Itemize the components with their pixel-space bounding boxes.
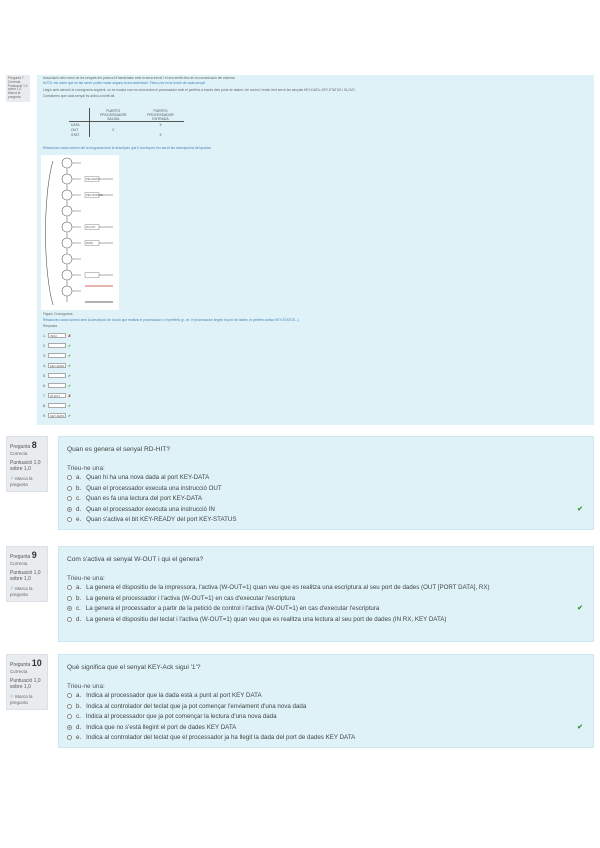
flag-question-label: Marca la pregunta	[10, 694, 33, 705]
incorrect-cross-icon: ✘	[68, 333, 72, 338]
correct-check-icon: ✔	[68, 353, 72, 358]
signal-box	[85, 273, 99, 278]
option-text: Indica al processador que la dada està a punt al port KEY DATA	[86, 692, 262, 699]
answer-option[interactable]	[67, 724, 236, 731]
option-text: La genera el processador a partir de la petició de control i l'activa (W-OUT=1) en cas d'executar l'escriptura	[85, 605, 380, 612]
option-text: Quan hi ha una nova dada al port KEY-DATA	[86, 474, 210, 481]
option-text: La genera el dispositiu del teclat i l'activa (W-OUT=1) quan veu que es realitza una lectura al seu port de dades (IN RX, KEY DATA)	[86, 615, 447, 623]
option-text: La genera el processador i l'activa (W-OUT=1) en cas d'executar l'escriptura	[86, 594, 296, 602]
q7-diagram-caption: Relacioneu cada número del cronograma amb la descripció que li correspon; feu servir les descripcions del quadre.	[43, 146, 212, 150]
flag-question-label: Marca la pregunta	[10, 476, 33, 487]
q7-answer-row	[43, 413, 71, 418]
question-8	[6, 436, 594, 530]
q7-answer-number: 6.	[43, 383, 46, 388]
radio-button[interactable]	[67, 507, 72, 512]
q7-answer-number: 1.	[43, 333, 46, 338]
option-letter: d.	[76, 615, 82, 623]
correct-check-icon: ✔	[68, 373, 72, 378]
step-node	[62, 222, 72, 232]
flag-icon: ⚐	[10, 694, 16, 699]
question-content	[58, 654, 594, 748]
question-info-panel	[6, 654, 48, 710]
q7-answer-row	[43, 393, 71, 398]
option-text: Indica al controlador del teclat que el processador ja ha llegit la dada del port de dades KEY DATA	[86, 734, 356, 741]
table-cell: X	[112, 127, 115, 132]
option-letter: b.	[76, 702, 82, 710]
q7-answer-row	[43, 333, 71, 338]
step-node	[62, 174, 72, 184]
option-letter: e.	[76, 516, 82, 523]
answer-option[interactable]	[67, 734, 355, 741]
q7-info-line: Correcta	[8, 79, 21, 84]
question-number-value: 8	[31, 440, 37, 450]
table-cell: X	[159, 122, 162, 127]
q7-answer-number: 2.	[43, 343, 46, 348]
option-text: Quan s'activa el bit KEY-READY del port KEY-STATUS	[86, 516, 237, 523]
q7-answer-select[interactable]: INICI	[48, 333, 66, 338]
q7-info-line: sobre 1,0	[8, 87, 22, 92]
option-letter: c.	[76, 605, 81, 612]
q7-text-line: Considereu que cada senyal és activa a nivell alt.	[43, 94, 116, 98]
question-text: Quan es genera el senyal RD-HIT?	[67, 446, 170, 453]
q7-answer-number: 4.	[43, 363, 46, 368]
step-node	[62, 270, 72, 280]
option-text: Indica al processador que ja pot començar la lectura d'una nova dada	[85, 713, 277, 720]
option-letter: b.	[76, 594, 82, 602]
q7-answer-row	[43, 383, 71, 388]
correct-check-icon: ✔	[577, 505, 583, 513]
radio-button[interactable]	[67, 725, 72, 730]
q7-answer-select[interactable]	[48, 353, 66, 358]
q7-text-line: Llegiu amb atenció el cronograma següent, on es mostra com es sincronitza el processador amb el perifèric a través dels ports de dades i de control i estat, fent servir les senyals KEY-DATA, KEY-STATUS i W-OUT.	[43, 88, 356, 92]
q7-answer-number: 8.	[43, 403, 46, 408]
q7-answer-number: 5.	[43, 373, 46, 378]
radio-button[interactable]	[67, 606, 72, 611]
table-header-cell: PUERTO PROCESSADOR ENTRADA	[137, 108, 184, 122]
answer-prompt: Trieu-ne una:	[67, 575, 105, 582]
option-letter: b.	[76, 484, 82, 492]
flag-question-link[interactable]	[10, 694, 44, 705]
correct-check-icon: ✔	[68, 403, 72, 408]
radio-button[interactable]	[67, 585, 72, 590]
q7-text-line: Associació dels noms de les senyals del protocol d'handshake amb la seva funció i el seu sentit dins de la comunicació del sistema.	[43, 76, 236, 80]
answer-option[interactable]	[67, 703, 306, 710]
radio-button[interactable]	[67, 714, 72, 719]
q7-info-line: Pregunta 7	[8, 76, 24, 80]
signal-label: KEY-DATA	[86, 177, 100, 181]
option-text: Quan el processador executa una instrucció OUT	[86, 484, 222, 492]
table-header-row	[69, 108, 184, 122]
option-text: Indica que no s'està llegint el port de dades KEY DATA	[86, 723, 237, 731]
option-letter: a.	[76, 584, 82, 591]
question-number: Pregunta 9	[10, 550, 37, 560]
q7-answer-number: 7.	[43, 393, 46, 398]
question-grade: Puntuació 1,0 sobre 1,0	[10, 460, 41, 472]
option-text: Quan es fa una lectura del port KEY-DATA	[85, 495, 202, 502]
radio-button[interactable]	[67, 496, 72, 501]
table-header-cell: PUERTO PROCESSADOR SALIDA	[89, 108, 137, 122]
answer-option[interactable]	[67, 595, 295, 602]
radio-button[interactable]	[67, 486, 72, 491]
q7-answer-row	[43, 353, 71, 358]
q7-text-line: NOTA: els noms que es fan servir poden variar segons la documentació. Fixeu-vos en la funció de cada senyal.	[43, 81, 206, 85]
radio-button[interactable]	[67, 596, 72, 601]
question-grade: Puntuació 1,0 sobre 1,0	[10, 570, 41, 582]
flag-question-link[interactable]	[10, 476, 44, 487]
option-text: Indica al controlador del teclat que ja pot començar l'enviament d'una nova dada	[86, 702, 307, 710]
option-letter: a.	[76, 692, 82, 699]
option-letter: d.	[76, 505, 82, 513]
loop-arc	[46, 161, 54, 305]
radio-button[interactable]	[67, 475, 72, 480]
q7-answer-select[interactable]	[48, 343, 66, 348]
signal-label: W-OUT	[86, 225, 96, 229]
q7-answer-select[interactable]: KEY-DATA	[50, 364, 65, 368]
correct-check-icon: ✔	[68, 413, 72, 418]
q7-info-line: Puntuació 1,0	[8, 83, 28, 88]
answer-prompt: Trieu-ne una:	[67, 683, 105, 690]
q7-answer-row	[43, 373, 71, 378]
step-node	[62, 238, 72, 248]
step-node	[62, 286, 72, 296]
answer-option[interactable]	[67, 485, 222, 492]
timing-diagram	[41, 155, 119, 310]
radio-button[interactable]	[67, 735, 72, 740]
answer-option[interactable]	[67, 495, 202, 502]
question-number: Pregunta 10	[10, 658, 42, 668]
flag-question-link[interactable]	[10, 586, 44, 597]
q7-legend-title: Figura: Cronograma	[43, 312, 73, 316]
answer-option[interactable]	[67, 506, 215, 513]
step-node	[62, 158, 72, 168]
option-text: La genera el dispositiu de la impressora, l'activa (W-OUT=1) quan veu que es realitza una escriptura al seu port de dades (OUT [PORT DATA], RX)	[86, 584, 490, 591]
correct-check-icon: ✔	[577, 605, 583, 612]
radio-button[interactable]	[67, 693, 72, 698]
question-10	[6, 654, 594, 748]
answer-option[interactable]	[67, 605, 379, 612]
question-number-value: 10	[31, 658, 42, 668]
step-node	[62, 190, 72, 200]
incorrect-cross-icon: ✘	[68, 393, 72, 398]
signal-label: KEY-STATUS	[86, 193, 103, 197]
q7-answer-row	[43, 363, 71, 368]
correct-check-icon: ✔	[577, 723, 583, 731]
answer-option[interactable]	[67, 616, 446, 623]
question-9	[6, 546, 594, 642]
table-cell: OUT	[69, 127, 89, 132]
question-info-panel	[6, 546, 48, 602]
q7-info-line[interactable]: pregunta	[8, 94, 21, 99]
table-cell: X	[159, 132, 162, 137]
question-text: Com s'activa el senyal W-OUT i qui el genera?	[67, 556, 204, 563]
radio-button[interactable]	[67, 517, 72, 522]
radio-button[interactable]	[67, 704, 72, 709]
q7-info-panel	[6, 75, 30, 102]
table-cell: STAT	[69, 132, 89, 137]
table-header-cell	[69, 108, 89, 122]
option-letter: c.	[76, 495, 81, 502]
step-node	[62, 254, 72, 264]
question-content	[58, 436, 594, 530]
table-cell: DATA	[69, 122, 89, 128]
question-state: Correcta	[10, 669, 28, 674]
option-text: Quan el processador executa una instrucció IN	[86, 505, 215, 513]
step-node	[62, 206, 72, 216]
q7-answer-number: 3.	[43, 353, 46, 358]
question-grade: Puntuació 1,0 sobre 1,0	[10, 678, 41, 690]
option-letter: a.	[76, 474, 82, 481]
timing-diagram-svg	[41, 155, 119, 310]
q7-legend-line: Relacioneu cada número amb la descripció de l'acció que realitza el processador o el perifèric (p. ex. el processador llegeix el port de dades, el perifèric activa KEY-STATUS...).	[43, 318, 300, 322]
q7-answer-select[interactable]	[48, 383, 66, 388]
q7-answer-row	[43, 343, 71, 348]
question-info-panel	[6, 436, 48, 492]
question-state: Correcta	[10, 451, 28, 456]
answer-prompt: Trieu-ne una:	[67, 465, 105, 472]
table-cell	[89, 132, 137, 137]
correct-check-icon: ✔	[68, 363, 72, 368]
answer-option[interactable]	[67, 713, 277, 720]
q7-answer-select[interactable]	[48, 403, 66, 408]
q7-answer-select[interactable]: KEY-DATA	[50, 414, 65, 418]
correct-check-icon: ✔	[68, 343, 72, 348]
question-state: Correcta	[10, 561, 28, 566]
answer-option[interactable]	[67, 584, 490, 591]
question-text: Què significa que el senyal KEY-Ack sigui '1'?	[67, 664, 201, 671]
q7-info-line[interactable]: Marca la	[8, 91, 21, 96]
answer-option[interactable]	[67, 474, 209, 481]
answer-option[interactable]	[67, 692, 262, 699]
flag-icon: ⚐	[10, 476, 16, 481]
correct-check-icon: ✔	[68, 383, 72, 388]
q7-port-table	[69, 108, 184, 137]
table-row	[69, 132, 184, 137]
option-letter: c.	[76, 713, 81, 720]
q7-answer-row	[43, 403, 71, 408]
q7-legend-line: Resposta	[43, 324, 57, 328]
question-content	[58, 546, 594, 642]
question-number-value: 9	[31, 550, 37, 560]
question-number: Pregunta 8	[10, 440, 37, 450]
q7-answer-number: 9.	[43, 413, 46, 418]
option-letter: e.	[76, 734, 82, 741]
q7-content	[37, 75, 594, 425]
q7-answer-select[interactable]: W-OUT	[48, 393, 66, 398]
option-letter: d.	[76, 723, 82, 731]
signal-label: DATA	[86, 241, 94, 245]
radio-button[interactable]	[67, 617, 72, 622]
flag-question-label: Marca la pregunta	[10, 586, 33, 597]
q7-answer-select[interactable]	[48, 373, 66, 378]
flag-icon: ⚐	[10, 586, 16, 591]
answer-option[interactable]	[67, 516, 237, 523]
